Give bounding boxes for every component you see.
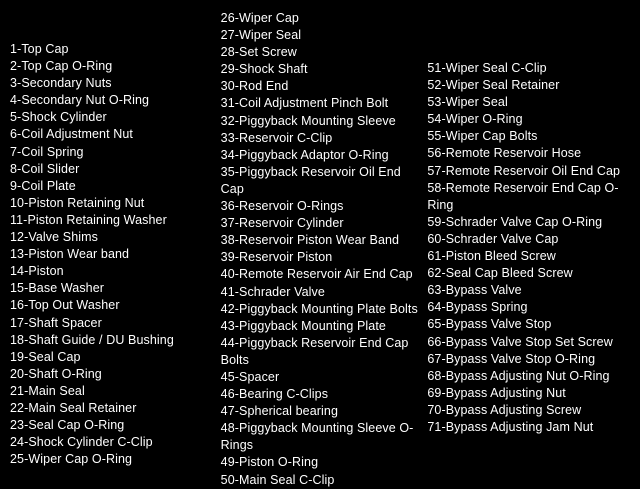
legend-item: 16-Top Out Washer — [10, 298, 120, 313]
legend-column-2 — [217, 8, 424, 489]
legend-item: 46-Bearing C-Clips — [220, 387, 329, 402]
legend-item: 49-Piston O-Ring — [220, 455, 319, 470]
legend-item: 66-Bypass Valve Stop Set Screw — [427, 334, 613, 349]
legend-item: 23-Seal Cap O-Ring — [10, 418, 125, 433]
legend-column-3 — [423, 8, 634, 436]
legend-item: 32-Piggyback Mounting Sleeve — [220, 113, 396, 128]
legend-item: 12-Valve Shims — [10, 230, 99, 245]
legend-item: 40-Remote Reservoir Air End Cap — [220, 267, 413, 282]
legend-item: 61-Piston Bleed Screw — [427, 249, 556, 264]
legend-item: 9-Coil Plate — [10, 178, 76, 193]
legend-item: 17-Shaft Spacer — [10, 315, 102, 330]
legend-item: 67-Bypass Valve Stop O-Ring — [427, 351, 596, 366]
legend-item: 10-Piston Retaining Nut — [10, 195, 145, 210]
legend-item: 53-Wiper Seal — [427, 95, 508, 110]
legend-item: 56-Remote Reservoir Hose — [427, 146, 582, 161]
legend-item: 41-Schrader Valve — [220, 284, 325, 299]
legend-item: 31-Coil Adjustment Pinch Bolt — [220, 96, 389, 111]
legend-item: 15-Base Washer — [10, 281, 105, 296]
legend-item: 28-Set Screw — [220, 45, 297, 60]
legend-item: 33-Reservoir C-Clip — [220, 130, 333, 145]
legend-item: 59-Schrader Valve Cap O-Ring — [427, 214, 603, 229]
legend-item: 54-Wiper O-Ring — [427, 112, 523, 127]
legend-item: 7-Coil Spring — [10, 144, 84, 159]
legend-item: 62-Seal Cap Bleed Screw — [427, 266, 573, 281]
legend-item: 19-Seal Cap — [10, 349, 81, 364]
legend-item: 11-Piston Retaining Washer — [10, 212, 167, 227]
legend-item: 63-Bypass Valve — [427, 283, 522, 298]
legend-item: 37-Reservoir Cylinder — [220, 216, 344, 231]
legend-item: 34-Piggyback Adaptor O-Ring — [220, 147, 389, 162]
legend-column-1 — [6, 8, 217, 468]
legend-item: 57-Remote Reservoir Oil End Cap — [427, 163, 621, 178]
legend-item: 65-Bypass Valve Stop — [427, 317, 552, 332]
legend-item: 5-Shock Cylinder — [10, 110, 107, 125]
legend-item: 35-Piggyback Reservoir Oil End Cap — [220, 164, 401, 196]
legend-item: 14-Piston — [10, 264, 64, 279]
legend-item: 6-Coil Adjustment Nut — [10, 127, 133, 142]
legend-item: 51-Wiper Seal C-Clip — [427, 61, 547, 75]
legend-item: 24-Shock Cylinder C-Clip — [10, 435, 153, 450]
legend-item: 69-Bypass Adjusting Nut — [427, 385, 566, 400]
legend-item: 29-Shock Shaft — [220, 62, 308, 77]
legend-item: 21-Main Seal — [10, 383, 85, 398]
legend-item: 26-Wiper Cap — [220, 11, 299, 25]
legend-item: 22-Main Seal Retainer — [10, 400, 137, 415]
legend-item: 4-Secondary Nut O-Ring — [10, 93, 150, 108]
legend-item: 71-Bypass Adjusting Jam Nut — [427, 419, 594, 434]
legend-item: 48-Piggyback Mounting Sleeve O-Rings — [220, 421, 414, 453]
legend-item: 58-Remote Reservoir End Cap O-Ring — [427, 180, 619, 212]
legend-item: 44-Piggyback Reservoir End Cap Bolts — [220, 335, 409, 367]
legend-item: 38-Reservoir Piston Wear Band — [220, 233, 400, 248]
legend-item: 47-Spherical bearing — [220, 404, 339, 419]
legend-item: 27-Wiper Seal — [220, 28, 302, 43]
legend-item: 45-Spacer — [220, 369, 280, 384]
legend-item: 3-Secondary Nuts — [10, 76, 112, 91]
legend-item: 13-Piston Wear band — [10, 247, 130, 262]
legend-item: 60-Schrader Valve Cap — [427, 231, 559, 246]
legend-item: 50-Main Seal C-Clip — [220, 472, 335, 487]
legend-item: 68-Bypass Adjusting Nut O-Ring — [427, 368, 610, 383]
legend-item: 39-Reservoir Piston — [220, 250, 333, 265]
legend-item: 8-Coil Slider — [10, 161, 80, 176]
legend-item: 43-Piggyback Mounting Plate — [220, 318, 386, 333]
legend-item: 55-Wiper Cap Bolts — [427, 129, 538, 144]
legend-item: 1-Top Cap — [10, 42, 69, 56]
legend-item: 70-Bypass Adjusting Screw — [427, 402, 582, 417]
legend-item: 25-Wiper Cap O-Ring — [10, 452, 133, 467]
legend-item: 18-Shaft Guide / DU Bushing — [10, 332, 174, 347]
legend-item: 64-Bypass Spring — [427, 300, 528, 315]
legend-item: 30-Rod End — [220, 79, 289, 94]
legend-item: 2-Top Cap O-Ring — [10, 59, 113, 74]
legend-item: 36-Reservoir O-Rings — [220, 199, 344, 214]
legend-item: 42-Piggyback Mounting Plate Bolts — [220, 301, 418, 316]
legend-item: 52-Wiper Seal Retainer — [427, 78, 560, 93]
legend-item: 20-Shaft O-Ring — [10, 366, 102, 381]
